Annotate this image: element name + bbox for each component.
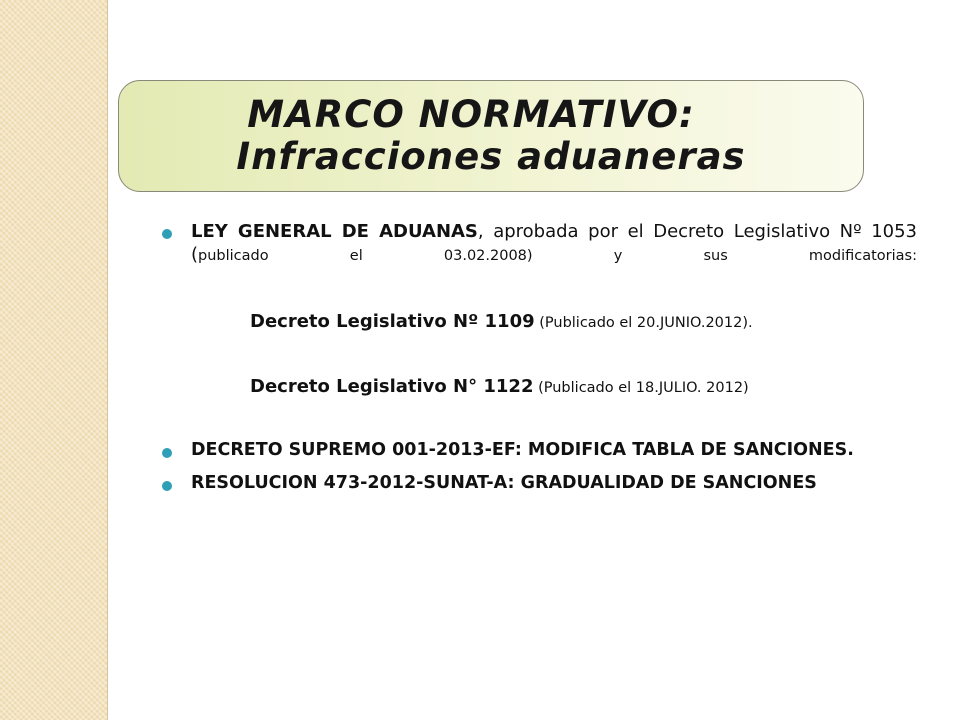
slide-content — [160, 220, 917, 495]
title-banner — [118, 80, 864, 192]
sub-item-bold-text: Decreto Legislativo Nº 1109 — [250, 311, 535, 332]
sub-item-small-text: (Publicado el 18.JULIO. 2012) — [533, 380, 749, 396]
bullet-resolucion — [160, 472, 917, 495]
bullet-dot-icon — [162, 229, 172, 239]
bullet-ley-general — [160, 220, 917, 268]
bullet-dot-icon — [162, 481, 172, 491]
sub-item-bold-text: Decreto Legislativo N° 1122 — [250, 376, 534, 397]
bullet-text: DECRETO SUPREMO 001-2013-EF: MODIFICA TABLA DE SANCIONES. — [191, 440, 854, 460]
bullet-bold-text: LEY GENERAL DE ADUANAS — [191, 221, 478, 242]
bullet-text — [191, 220, 917, 268]
sub-item-decreto-1122 — [160, 375, 917, 400]
bullet-dot-icon — [162, 448, 172, 458]
bullet-decreto-supremo — [160, 439, 917, 462]
sub-item-small-text: (Publicado el 20.JUNIO.2012). — [534, 315, 753, 331]
slide-title-line1: MARCO NORMATIVO: — [247, 93, 695, 136]
bullet-text: RESOLUCION 473-2012-SUNAT-A: GRADUALIDAD DE SANCIONES — [191, 473, 817, 493]
decorative-side-strip — [0, 0, 108, 720]
slide-title-line2: Infracciones aduaneras — [236, 135, 746, 178]
bullet-small-text: publicado el 03.02.2008) y sus modificatorias: — [198, 248, 917, 264]
sub-item-decreto-1109 — [160, 310, 917, 335]
bullet-regular-text: , aprobada por el Decreto Legislativo Nº 1053 ( — [191, 221, 917, 265]
